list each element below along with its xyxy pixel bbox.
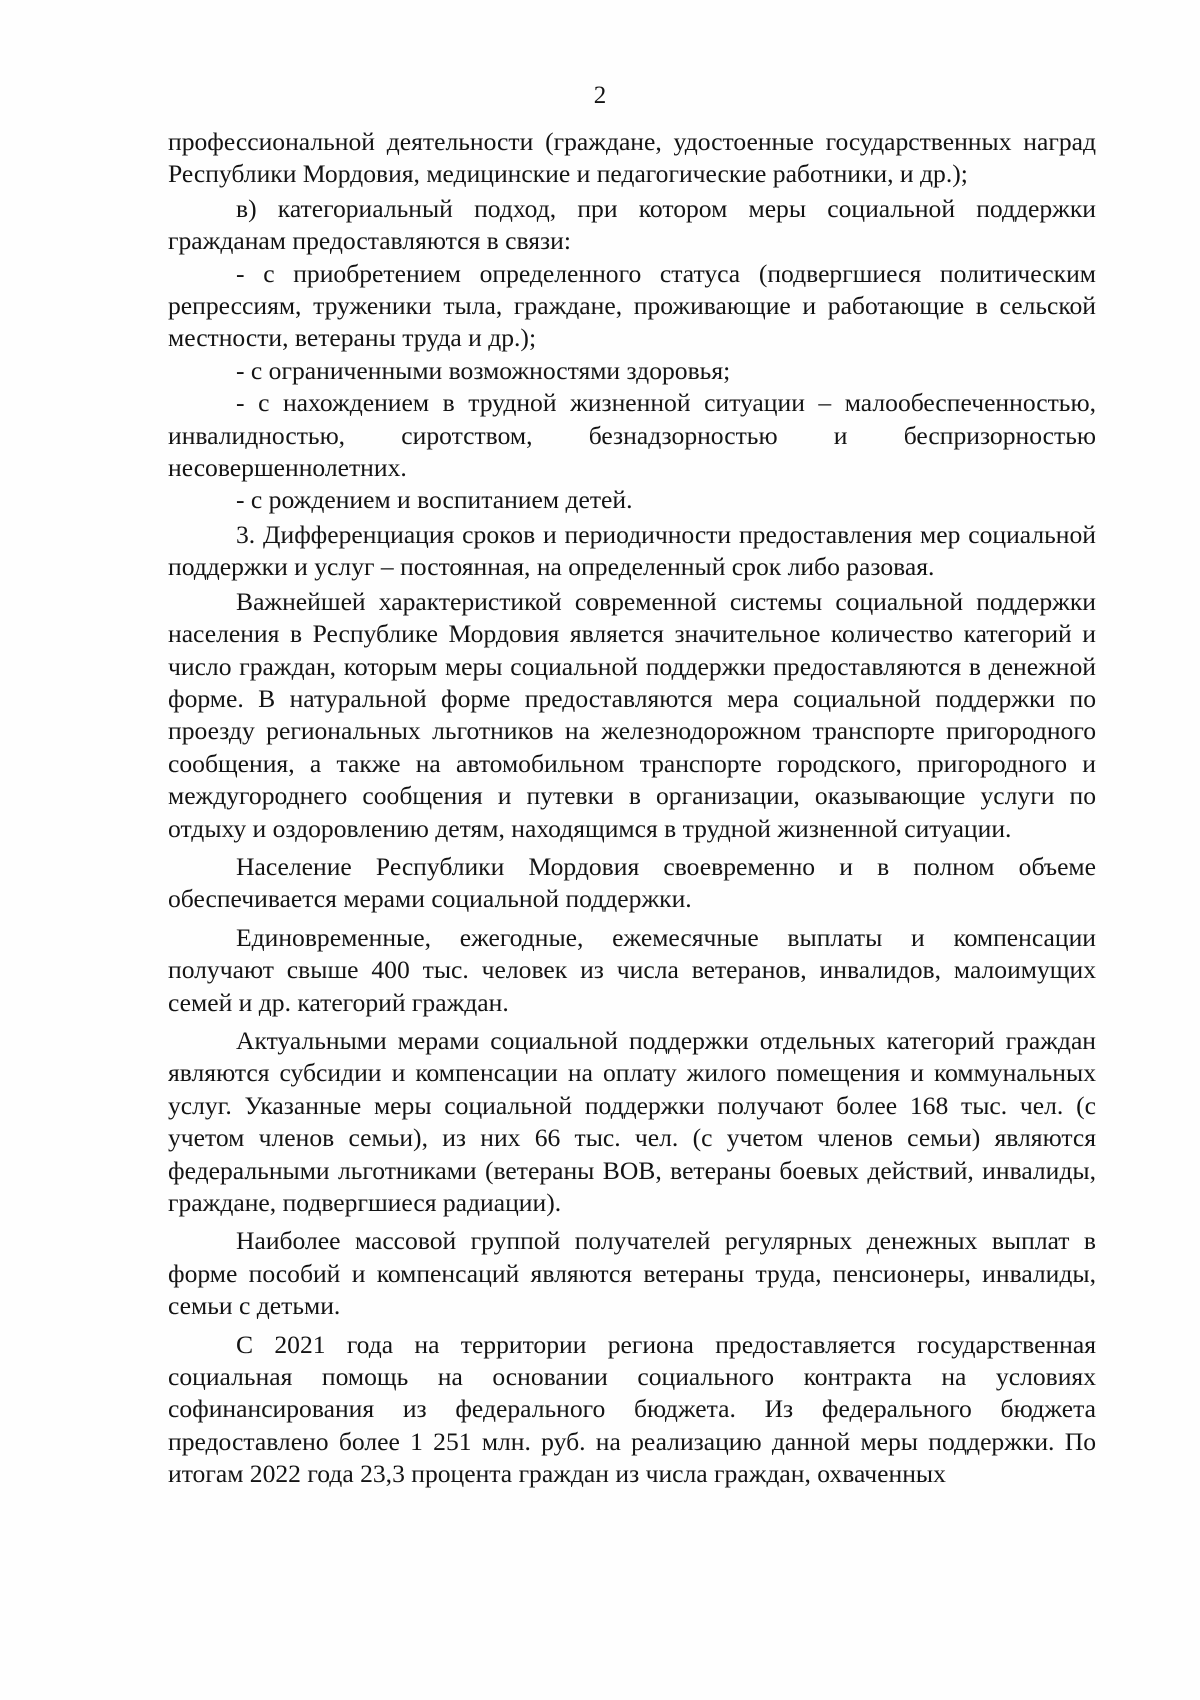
list-item-hardship: - с нахождением в трудной жизненной ситуации – малообеспеченностью, инвалидностью, сиротством, безнадзорностью и беспризорностью несовершеннолетних. — [168, 388, 1096, 483]
list-item-health: - с ограниченными возможностями здоровья; — [236, 355, 731, 385]
list-item-children: - с рождением и воспитанием детей. — [236, 485, 633, 515]
paragraph-social-contract: С 2021 года на территории региона предоставляется государственная социальная помощь на основании социального контракта на условиях софинансирования из федерального бюджета. Из федерального бюджета предоставлено более 1 251 млн. руб. на реализацию данной меры поддержки. По итогам 2022 года 23,3 процента граждан из числа граждан, охваченных — [168, 1329, 1096, 1489]
document-body — [168, 126, 1096, 1491]
paragraph-differentiation: 3. Дифференциация сроков и периодичности предоставления мер социальной поддержки и услуг – постоянная, на определенный срок либо разовая. — [168, 519, 1096, 582]
paragraph-housing-subsidies: Актуальными мерами социальной поддержки отдельных категорий граждан являются субсидии и компенсации на оплату жилого помещения и коммунальных услуг. Указанные меры социальной поддержки получают более 168 тыс. чел. (с учетом членов семьи), из них 66 тыс. чел. (с учетом членов семьи) являются федеральными льготниками (ветераны ВОВ, ветераны боевых действий, инвалиды, граждане, подвергшиеся радиации). — [168, 1025, 1096, 1217]
paragraph-population-provision: Население Республики Мордовия своевременно и в полном объеме обеспечивается мерами социальной поддержки. — [168, 851, 1096, 914]
list-item-status: - с приобретением определенного статуса (подвергшиеся политическим репрессиям, труженики тыла, граждане, проживающие и работающие в сельской местности, ветераны труда и др.); — [168, 258, 1096, 353]
paragraph-key-characteristic: Важнейшей характеристикой современной системы социальной поддержки населения в Республике Мордовия является значительное количество категорий и число граждан, которым меры социальной поддержки предоставляются в денежной форме. В натуральной форме предоставляются мера социальной поддержки по проезду региональных льготников на железнодорожном транспорте пригородного сообщения, а также на автомобильном транспорте городского, пригородного и междугороднего сообщения и путевки в организации, оказывающие услуги по отдыху и оздоровлению детям, находящимся в трудной жизненной ситуации. — [168, 586, 1096, 843]
page-number: 2 — [593, 82, 607, 109]
paragraph-payments: Единовременные, ежегодные, ежемесячные выплаты и компенсации получают свыше 400 тыс. человек из числа ветеранов, инвалидов, малоимущих семей и др. категорий граждан. — [168, 922, 1096, 1017]
paragraph-recipient-groups: Наиболее массовой группой получателей регулярных денежных выплат в форме пособий и компенсаций являются ветераны труда, пенсионеры, инвалиды, семьи с детьми. — [168, 1226, 1096, 1321]
paragraph-continuation: профессиональной деятельности (граждане, удостоенные государственных наград Республики Мордовия, медицинские и педагогические работники, и др.); — [168, 127, 1096, 189]
paragraph-categorical-approach: в) категориальный подход, при котором меры социальной поддержки гражданам предоставляются в связи: — [168, 193, 1096, 256]
